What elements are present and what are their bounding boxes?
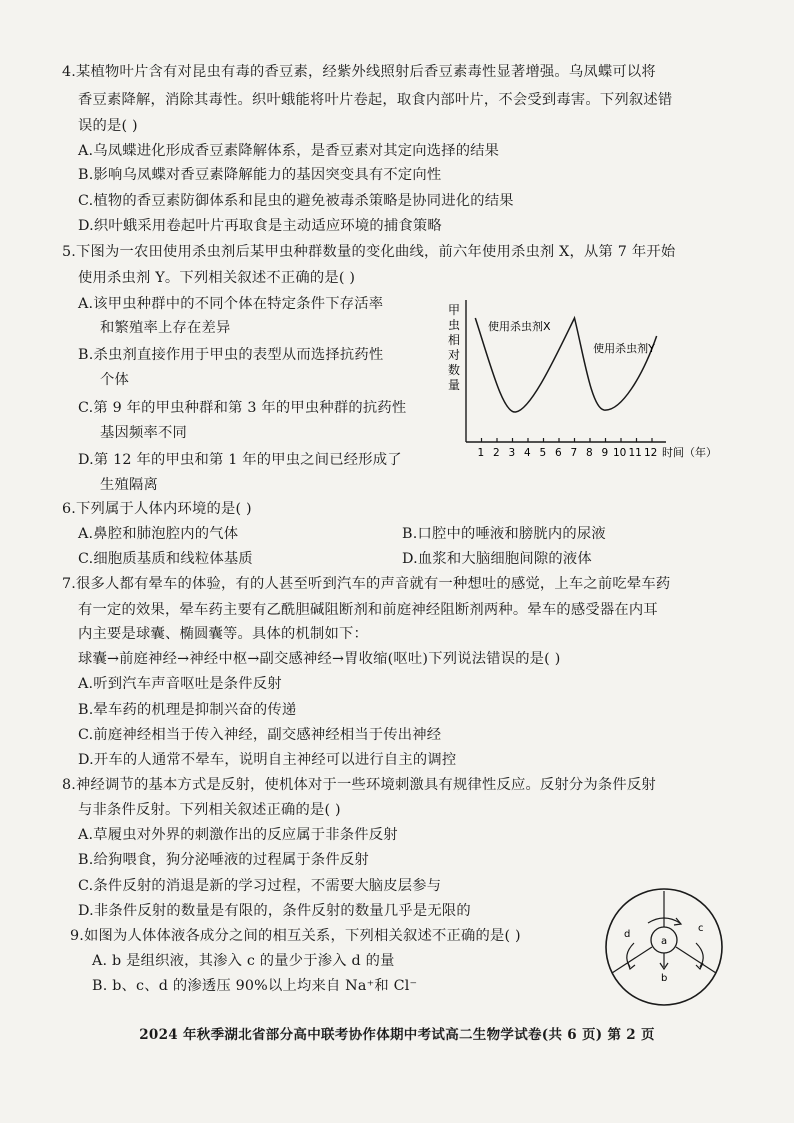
q8-stem-line-2: 与非条件反射。下列相关叙述正确的是( ) bbox=[78, 802, 341, 818]
y-axis-label-char: 相 bbox=[448, 333, 461, 347]
divider-left bbox=[612, 947, 652, 973]
q5-option-d-cont: 生殖隔离 bbox=[100, 477, 158, 493]
q8-stem-line-1: 8.神经调节的基本方式是反射，使机体对于一些环境刺激具有规律性反应。反射分为条件反射 bbox=[62, 777, 656, 793]
q8-option-d[interactable]: D.非条件反射的数量是有限的，条件反射的数量几乎是无限的 bbox=[78, 903, 471, 919]
q4-stem-line-2: 香豆素降解，消除其毒性。织叶蛾能将叶片卷起，取食内部叶片，不会受到毒害。下列叙述错 bbox=[78, 92, 673, 108]
q4-stem-line-1: 4.某植物叶片含有对昆虫有毒的香豆素，经紫外线照射后香豆素毒性显著增强。乌凤蝶可以将 bbox=[62, 64, 656, 80]
x-tick-label: 2 bbox=[493, 447, 500, 459]
q7-option-d[interactable]: D.开车的人通常不晕车，说明自主神经可以进行自主的调控 bbox=[78, 752, 457, 768]
q7-stem-line-2: 有一定的效果，晕车药主要有乙酰胆碱阻断剂和前庭神经阻断剂两种。晕车的感受器在内耳 bbox=[78, 602, 658, 618]
annotation-pesticide-y: 使用杀虫剂Y bbox=[593, 342, 655, 355]
arrow-head-left bbox=[628, 963, 635, 969]
label-a: a bbox=[661, 936, 668, 947]
x-tick-label: 7 bbox=[570, 447, 578, 459]
q8-option-a[interactable]: A.草履虫对外界的刺激作出的反应属于非条件反射 bbox=[78, 827, 398, 843]
q4-option-a[interactable]: A.乌凤蝶进化形成香豆素降解体系，是香豆素对其定向选择的结果 bbox=[78, 143, 500, 159]
q6-stem: 6.下列属于人体内环境的是( ) bbox=[62, 501, 252, 517]
body-fluid-diagram bbox=[600, 885, 730, 1010]
q6-option-b[interactable]: B.口腔中的唾液和膀胱内的尿液 bbox=[402, 526, 606, 542]
q8-option-c[interactable]: C.条件反射的消退是新的学习过程，不需要大脑皮层参与 bbox=[78, 878, 442, 894]
label-b: b bbox=[661, 973, 668, 984]
x-tick-label: 12 bbox=[644, 447, 658, 459]
y-axis-label-char: 虫 bbox=[448, 318, 461, 332]
x-tick-label: 9 bbox=[601, 447, 609, 459]
q8-option-b[interactable]: B.给狗喂食，狗分泌唾液的过程属于条件反射 bbox=[78, 852, 369, 868]
label-c: c bbox=[698, 923, 704, 934]
q7-stem-line-1: 7.很多人都有晕车的体验，有的人甚至听到汽车的声音就有一种想吐的感觉，上车之前吃晕车药 bbox=[62, 576, 671, 592]
x-tick-label: 10 bbox=[613, 447, 627, 459]
y-axis-label-char: 数 bbox=[448, 363, 461, 377]
x-tick-label: 8 bbox=[586, 447, 593, 459]
q7-stem-line-3: 内主要是球囊、椭圆囊等。具体的机制如下： bbox=[78, 626, 368, 642]
q5-option-a[interactable]: A.该甲虫种群中的不同个体在特定条件下存活率 bbox=[78, 296, 384, 312]
q4-stem-line-3: 误的是( ) bbox=[78, 118, 138, 134]
q4-option-b[interactable]: B.影响乌凤蝶对香豆素降解能力的基因突变具有不定向性 bbox=[78, 167, 442, 183]
y-axis-label-char: 对 bbox=[448, 348, 461, 362]
q7-stem-line-4: 球囊→前庭神经→神经中枢→副交感神经→胃收缩(呕吐)下列说法错误的是( ) bbox=[78, 651, 561, 667]
page-footer: 2024 年秋季湖北省部分高中联考协作体期中考试高二生物学试卷(共 6 页) 第 2 页 bbox=[139, 1027, 655, 1043]
divider-right bbox=[676, 947, 716, 973]
q9-option-a[interactable]: A. b 是组织液，其渗入 c 的量少于渗入 d 的量 bbox=[92, 953, 395, 969]
population-chart bbox=[440, 296, 740, 466]
x-tick-label: 11 bbox=[628, 447, 642, 459]
label-d: d bbox=[624, 929, 631, 940]
y-axis-label-char: 量 bbox=[448, 378, 461, 392]
q5-option-b-cont: 个体 bbox=[100, 372, 129, 388]
x-tick-label: 4 bbox=[524, 447, 531, 459]
y-axis-label-char: 甲 bbox=[448, 303, 461, 317]
x-tick-label: 3 bbox=[508, 447, 516, 459]
q6-option-a[interactable]: A.鼻腔和肺泡腔内的气体 bbox=[78, 526, 239, 542]
q5-option-b[interactable]: B.杀虫剂直接作用于甲虫的表型从而选择抗药性 bbox=[78, 347, 384, 363]
q6-option-c[interactable]: C.细胞质基质和线粒体基质 bbox=[78, 551, 253, 567]
q5-option-c[interactable]: C.第 9 年的甲虫种群和第 3 年的甲虫种群的抗药性 bbox=[78, 400, 407, 416]
q7-option-a[interactable]: A.听到汽车声音呕吐是条件反射 bbox=[78, 676, 282, 692]
q5-stem-line-2: 使用杀虫剂 Y。下列相关叙述不正确的是( ) bbox=[78, 270, 356, 286]
q4-option-d[interactable]: D.织叶蛾采用卷起叶片再取食是主动适应环境的捕食策略 bbox=[78, 218, 442, 234]
arrow-head-right bbox=[696, 963, 703, 969]
q5-option-c-cont: 基因频率不同 bbox=[100, 425, 187, 441]
x-tick-label: 6 bbox=[555, 447, 562, 459]
q9-option-b[interactable]: B. b、c、d 的渗透压 90%以上均来自 Na⁺和 Cl⁻ bbox=[92, 978, 418, 994]
arrow-right bbox=[696, 943, 703, 967]
annotation-pesticide-x: 使用杀虫剂X bbox=[488, 320, 551, 333]
q7-option-b[interactable]: B.晕车药的机理是抑制兴奋的传递 bbox=[78, 702, 297, 718]
q6-option-d[interactable]: D.血浆和大脑细胞间隙的液体 bbox=[402, 551, 592, 567]
x-tick-label: 5 bbox=[539, 447, 547, 459]
q5-stem-line-1: 5.下图为一农田使用杀虫剂后某甲虫种群数量的变化曲线，前六年使用杀虫剂 X，从第 7 年开始 bbox=[62, 244, 676, 260]
q5-option-d[interactable]: D.第 12 年的甲虫和第 1 年的甲虫之间已经形成了 bbox=[78, 452, 402, 468]
x-axis-label: 时间（年） bbox=[662, 446, 717, 459]
q4-option-c[interactable]: C.植物的香豆素防御体系和昆虫的避免被毒杀策略是协同进化的结果 bbox=[78, 193, 514, 209]
x-tick-label: 1 bbox=[477, 447, 485, 459]
q7-option-c[interactable]: C.前庭神经相当于传入神经，副交感神经相当于传出神经 bbox=[78, 727, 442, 743]
q5-option-a-cont: 和繁殖率上存在差异 bbox=[100, 320, 231, 336]
q9-stem: 9.如图为人体体液各成分之间的相互关系，下列相关叙述不正确的是( ) bbox=[70, 928, 521, 944]
